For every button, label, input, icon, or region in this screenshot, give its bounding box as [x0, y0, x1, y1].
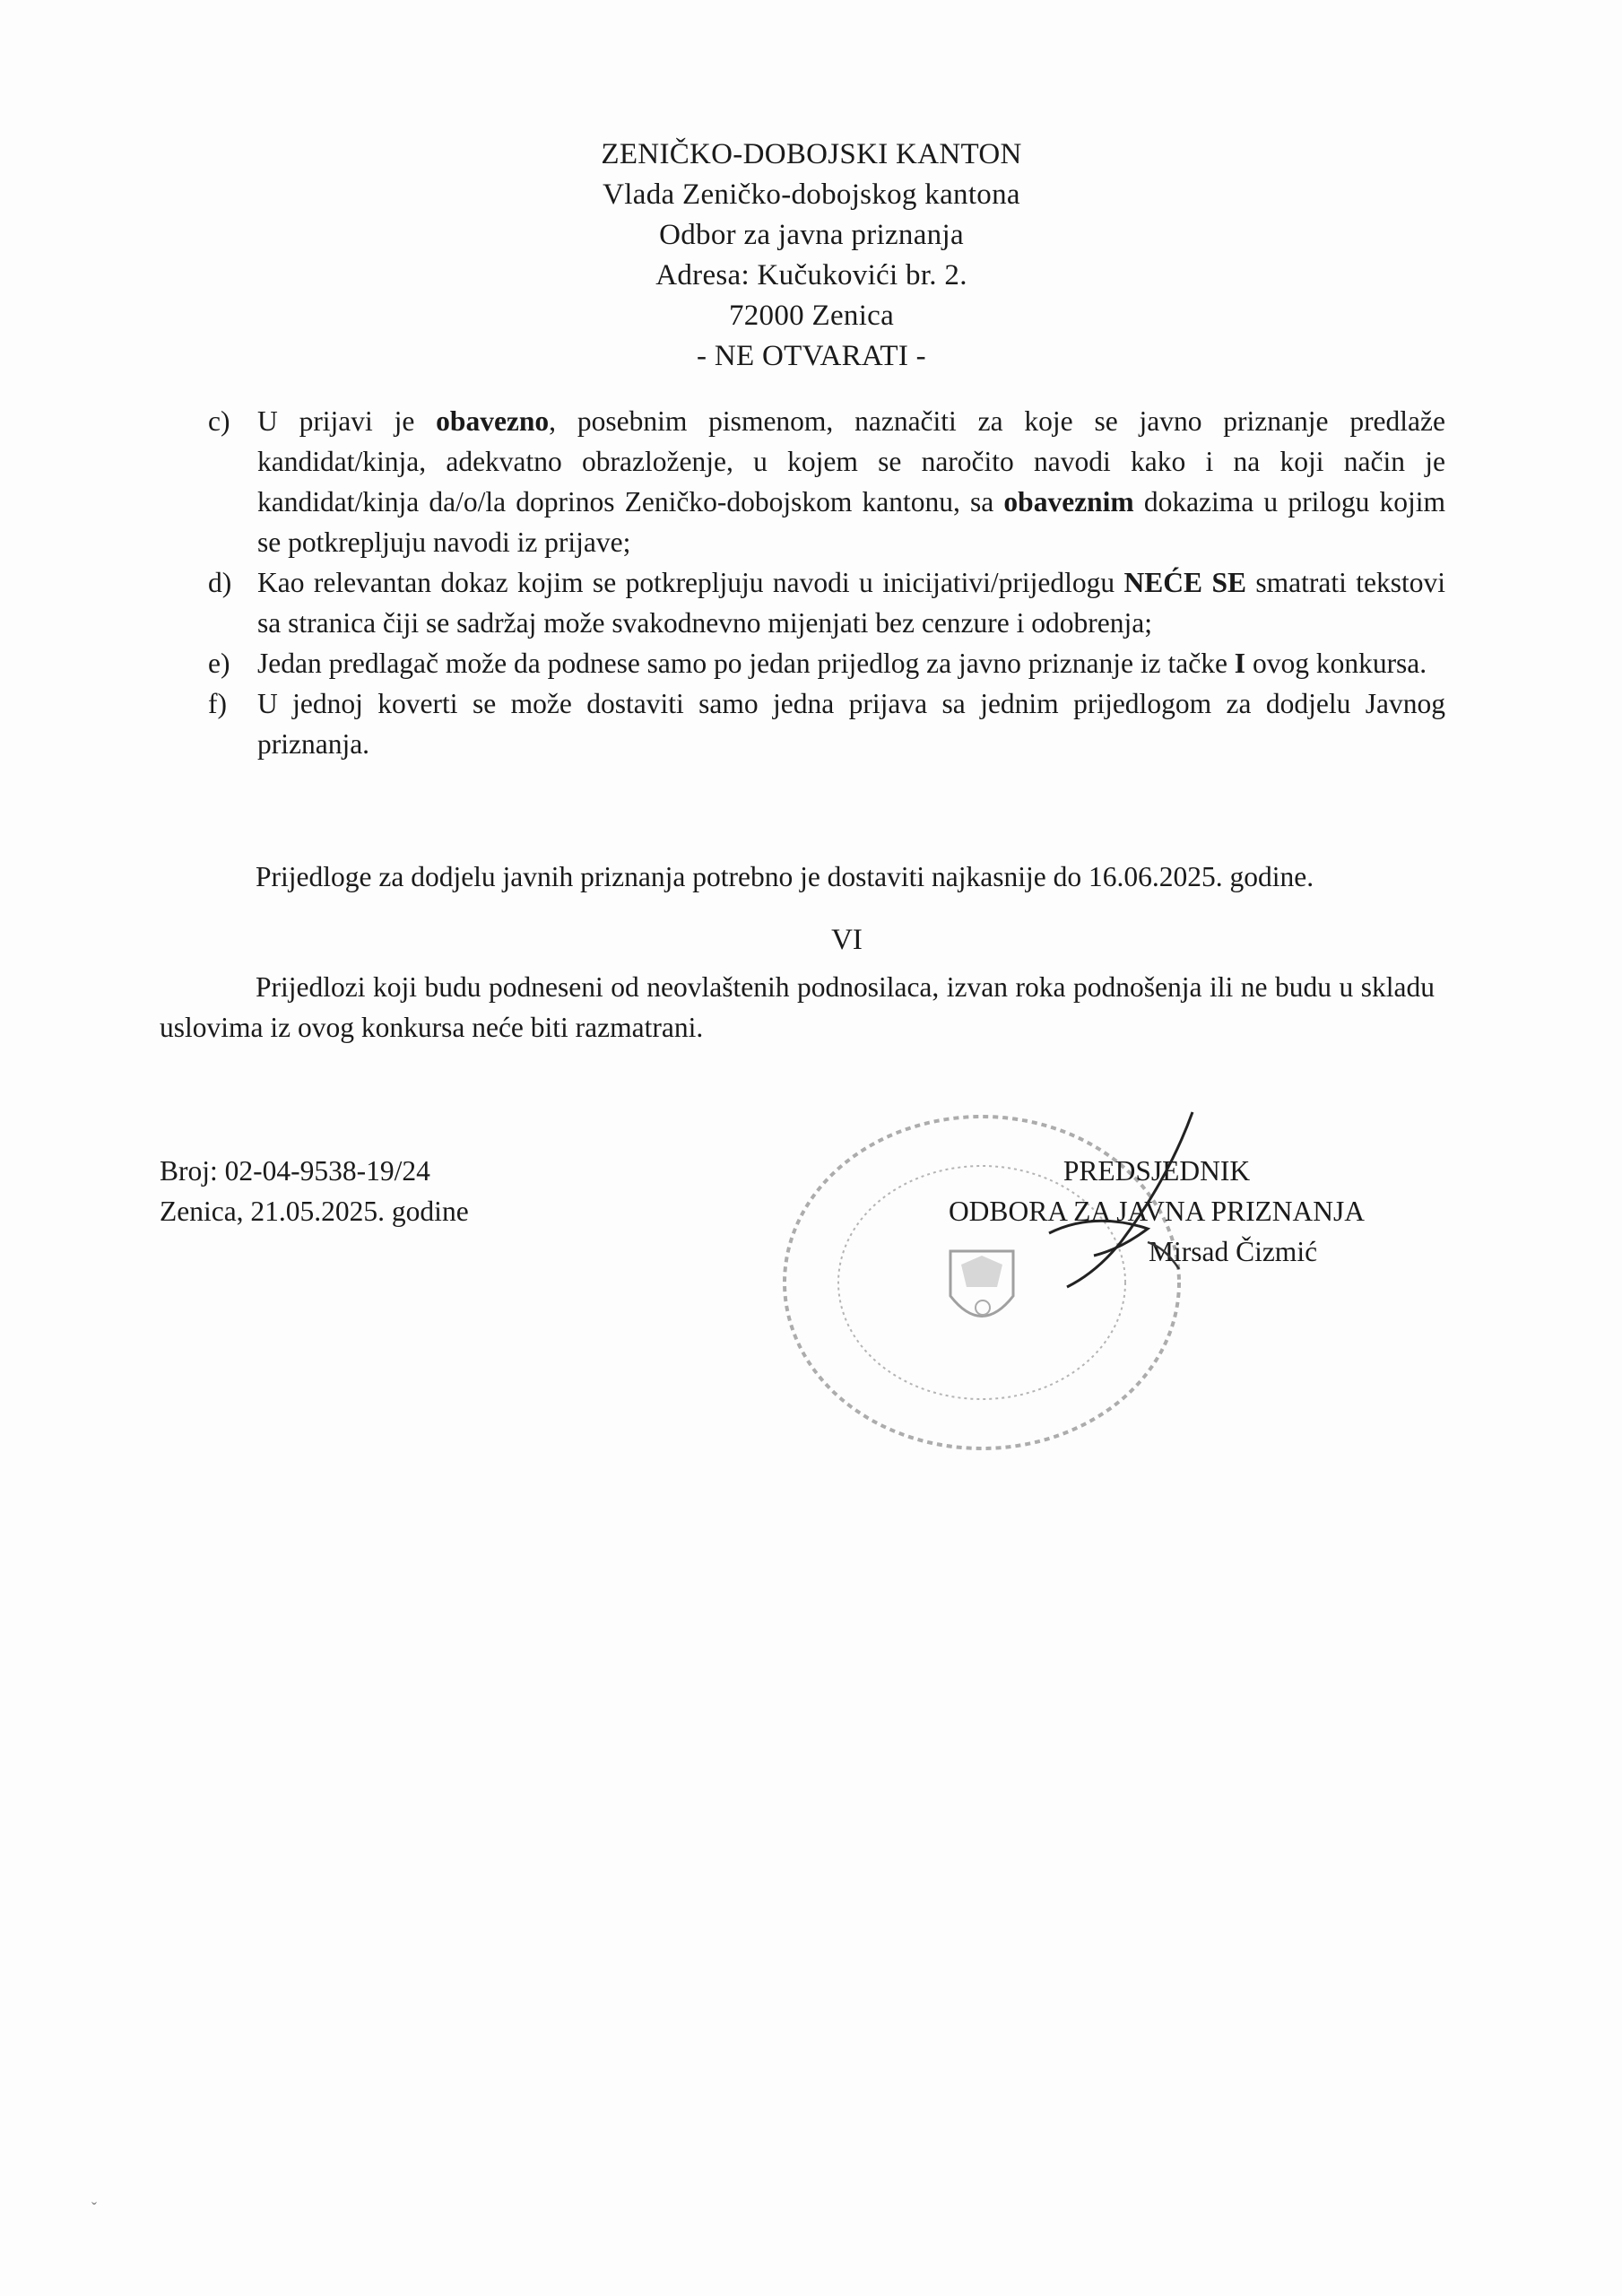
reference-place-date: Zenica, 21.05.2025. godine	[160, 1196, 469, 1227]
address-street: Adresa: Kučukovići br. 2.	[655, 259, 967, 291]
section-number: VI	[831, 924, 863, 956]
list-marker: f)	[208, 688, 227, 719]
address-committee: Odbor za javna priznanja	[659, 219, 964, 251]
list-item-text: Kao relevantan dokaz kojim se potkrepljuju navodi u inicijativi/prijedlogu NEĆE SE smatrati tekstovi sa stranica čiji se sadržaj može svakodnevno mijenjati bez cenzure i odobrenja;	[257, 567, 1445, 639]
reference-number: Broj: 02-04-9538-19/24	[160, 1155, 430, 1187]
conditions-list	[208, 401, 1445, 764]
address-block	[359, 135, 1264, 377]
signatory-committee: ODBORA ZA JAVNA PRIZNANJA	[948, 1196, 1366, 1227]
deadline-paragraph: Prijedloge za dodjelu javnih priznanja potrebno je dostaviti najkasnije do 16.06.2025. godine.	[256, 861, 1314, 892]
address-canton: ZENIČKO-DOBOJSKI KANTON	[601, 138, 1022, 170]
list-item-text: Jedan predlagač može da podnese samo po jedan prijedlog za javno priznanje iz tačke I ovog konkursa.	[257, 648, 1427, 679]
reference-block	[160, 1151, 469, 1231]
list-marker: c)	[208, 405, 230, 437]
signature-block	[888, 1151, 1426, 1272]
list-item-f	[208, 683, 1445, 764]
do-not-open-note: - NE OTVARATI -	[697, 340, 926, 372]
list-marker: d)	[208, 567, 232, 598]
list-item-text: U jednoj koverti se može dostaviti samo jedna prijava sa jednim prijedlogom za dodjelu Javnog priznanja.	[257, 688, 1445, 760]
list-item-text: U prijavi je obavezno, posebnim pismenom, naznačiti za koje se javno priznanje predlaže kandidat/kinja, adekvatno obrazloženje, u kojem se naročito navodi kako i na koji način je kandidat/kinja da/o/la doprinos Zeničko-dobojskom kantonu, sa obaveznim dokazima u prilogu kojim se potkrepljuju navodi iz prijave;	[257, 405, 1445, 558]
signatory-name: Mirsad Čizmić	[1148, 1236, 1318, 1267]
list-item-e	[208, 643, 1445, 683]
signatory-title: PREDSJEDNIK	[1063, 1155, 1251, 1187]
section-paragraph: Prijedlozi koji budu podneseni od neovlaštenih podnosilaca, izvan roka podnošenja ili ne budu u skladu uslovima iz ovog konkursa neće biti razmatrani.	[160, 971, 1435, 1043]
list-item-d	[208, 562, 1445, 643]
scan-mark: ˇ	[91, 2199, 97, 2217]
list-item-c	[208, 401, 1445, 562]
list-marker: e)	[208, 648, 230, 679]
address-city: 72000 Zenica	[728, 300, 895, 332]
address-government: Vlada Zeničko-dobojskog kantona	[603, 178, 1020, 211]
